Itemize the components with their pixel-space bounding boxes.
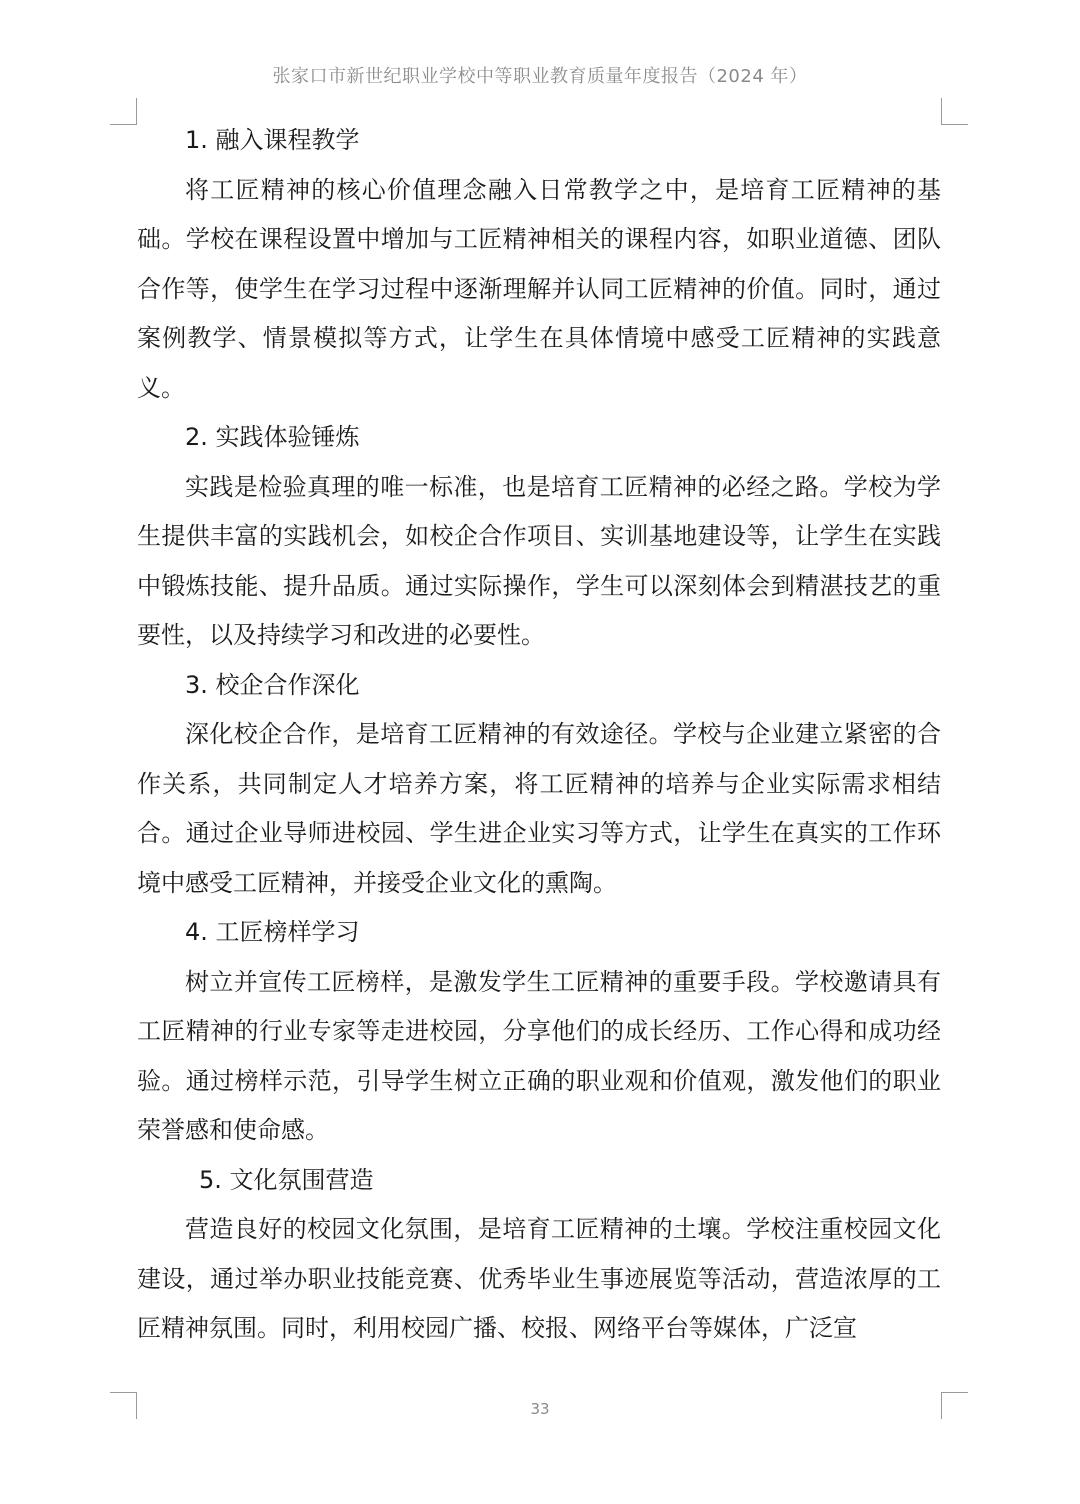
- section-paragraph: 实践是检验真理的唯一标准，也是培育工匠精神的必经之路。学校为学生提供丰富的实践机会，如校企合作项目、实训基地建设等，让学生在实践中锻炼技能、提升品质。通过实际操作，学生可以深刻体会到精湛技艺的重要性，以及持续学习和改进的必要性。: [137, 472, 941, 649]
- running-header: 张家口市新世纪职业学校中等职业教育质量年度报告（2024 年）: [272, 66, 808, 87]
- section-paragraph: 树立并宣传工匠榜样，是激发学生工匠精神的重要手段。学校邀请具有工匠精神的行业专家等走进校园，分享他们的成长经历、工作心得和成功经验。通过榜样示范，引导学生树立正确的职业观和价值观，激发他们的职业荣誉感和使命感。: [137, 967, 941, 1144]
- section-heading: 5. 文化氛围营造: [199, 1165, 374, 1194]
- section-heading: 2. 实践体验锤炼: [185, 423, 360, 451]
- section-school-enterprise: [137, 661, 941, 909]
- section-paragraph: 将工匠精神的核心价值理念融入日常教学之中，是培育工匠精神的基础。学校在课程设置中增加与工匠精神相关的课程内容，如职业道德、团队合作等，使学生在学习过程中逐渐理解并认同工匠精神的价值。同时，通过案例教学、情景模拟等方式，让学生在具体情境中感受工匠精神的实践意义。: [137, 175, 941, 402]
- section-paragraph: 营造良好的校园文化氛围，是培育工匠精神的土壤。学校注重校园文化建设，通过举办职业技能竞赛、优秀毕业生事迹展览等活动，营造浓厚的工匠精神氛围。同时，利用校园广播、校报、网络平台等媒体，广泛宣: [137, 1215, 941, 1342]
- section-heading: 4. 工匠榜样学习: [185, 918, 360, 946]
- section-paragraph: 深化校企合作，是培育工匠精神的有效途径。学校与企业建立紧密的合作关系，共同制定人才培养方案，将工匠精神的培养与企业实际需求相结合。通过企业导师进校园、学生进企业实习等方式，让学生在真实的工作环境中感受工匠精神，并接受企业文化的熏陶。: [137, 720, 941, 897]
- section-course-teaching: [137, 116, 941, 413]
- section-practice: [137, 413, 941, 661]
- crop-mark-top-right: [941, 98, 968, 125]
- section-heading: 1. 融入课程教学: [185, 126, 360, 154]
- document-body: [137, 116, 941, 1354]
- section-role-models: [137, 908, 941, 1156]
- section-culture: [137, 1156, 941, 1354]
- crop-mark-top-left: [110, 98, 137, 125]
- page-number: 33: [530, 1400, 550, 1418]
- section-heading: 3. 校企合作深化: [185, 670, 360, 699]
